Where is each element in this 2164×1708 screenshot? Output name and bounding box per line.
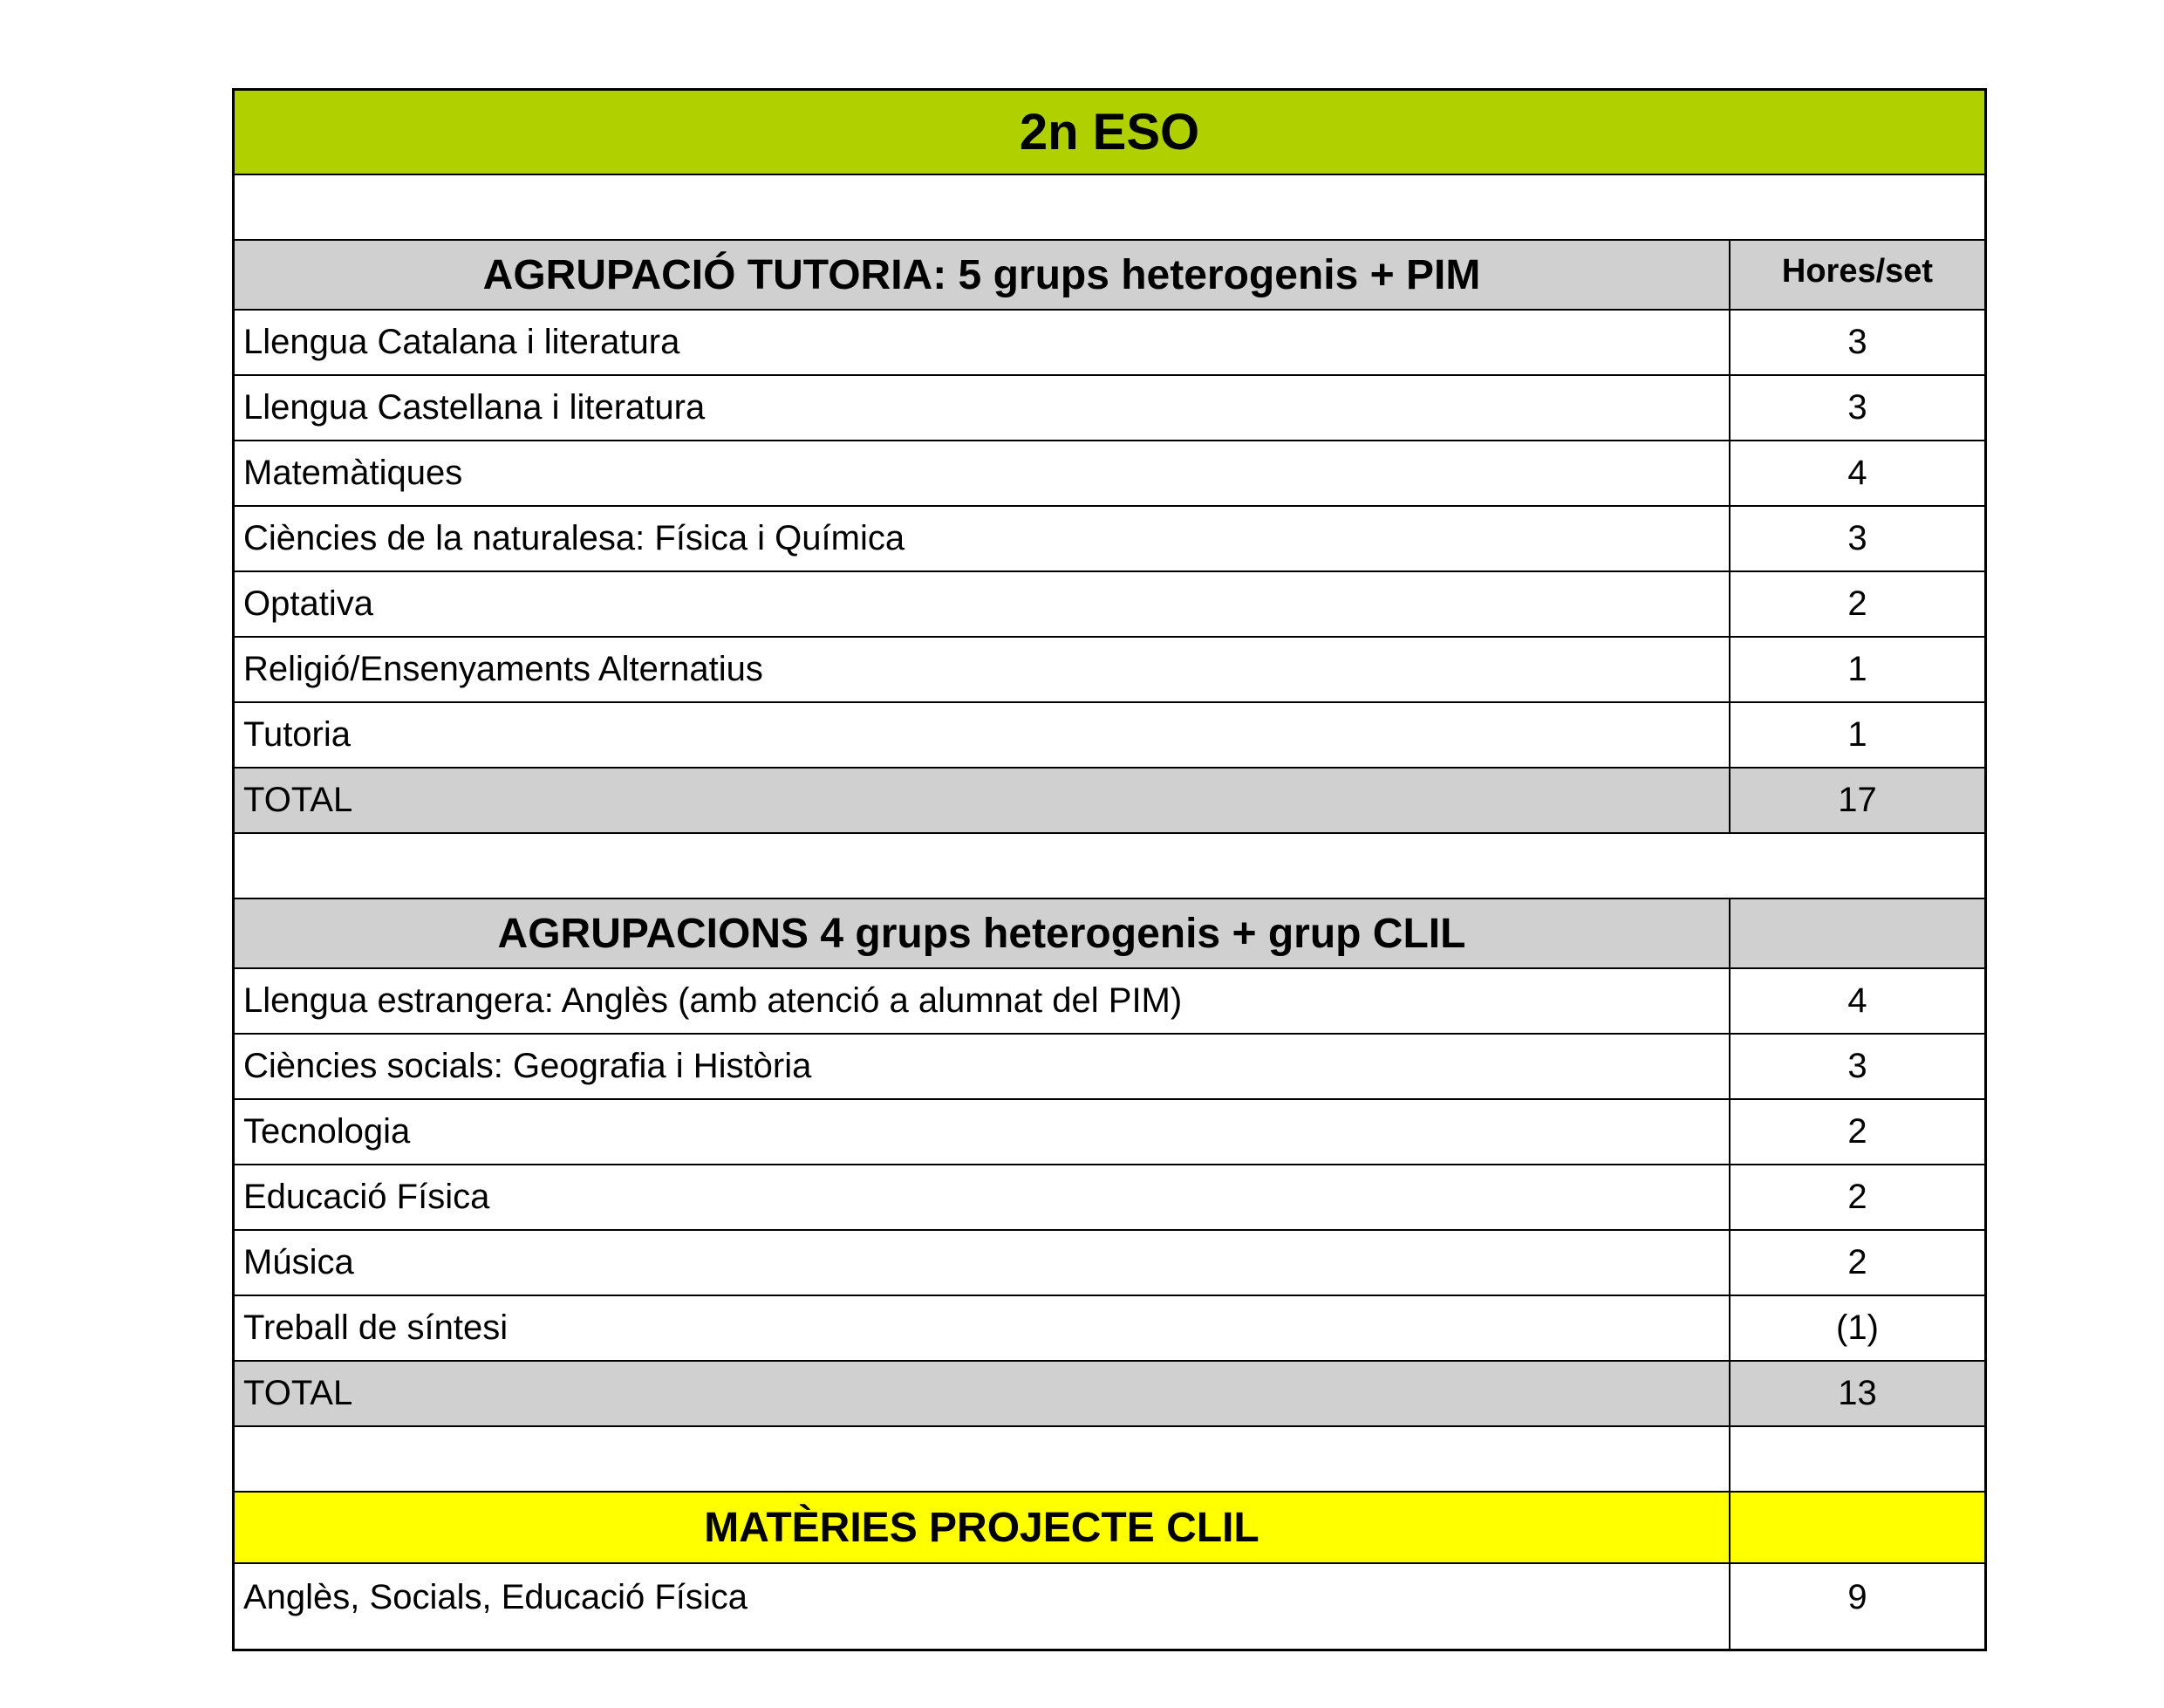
section1-header-row xyxy=(235,241,1984,311)
table-row xyxy=(235,507,1984,572)
hours-cell: 2 xyxy=(1847,1112,1867,1151)
section2-total-row xyxy=(235,1362,1984,1427)
table-row xyxy=(235,1035,1984,1100)
hours-cell: 3 xyxy=(1847,1047,1867,1085)
hours-cell: 9 xyxy=(1847,1578,1867,1616)
subject-cell: Música xyxy=(235,1231,1731,1295)
hours-header-empty xyxy=(1731,1493,1984,1562)
table-row xyxy=(235,703,1984,769)
total-value: 17 xyxy=(1838,781,1877,819)
subject-cell: Llengua Castellana i literatura xyxy=(235,376,1731,440)
total-label: TOTAL xyxy=(235,769,1731,832)
hours-header: Hores/set xyxy=(1781,253,1934,290)
blank-cell xyxy=(235,1427,1731,1491)
blank-cell xyxy=(235,175,1984,239)
subject-cell: Ciències de la naturalesa: Física i Química xyxy=(235,507,1731,570)
section3-header: MATÈRIES PROJECTE CLIL xyxy=(235,1493,1731,1562)
blank-row xyxy=(235,834,1984,899)
hours-header-empty xyxy=(1731,899,1984,967)
table-row xyxy=(235,311,1984,376)
table-row xyxy=(235,1231,1984,1296)
table-row xyxy=(235,1100,1984,1165)
hours-cell: (1) xyxy=(1836,1308,1879,1347)
subject-cell: Anglès, Socials, Educació Física xyxy=(235,1564,1731,1649)
hours-cell: 2 xyxy=(1847,584,1867,623)
table-row xyxy=(235,441,1984,507)
subject-cell: Treball de síntesi xyxy=(235,1296,1731,1360)
subject-cell: Tecnologia xyxy=(235,1100,1731,1164)
title-row xyxy=(235,91,1984,175)
table-row xyxy=(235,376,1984,441)
subject-cell: Llengua estrangera: Anglès (amb atenció a alumnat del PIM) xyxy=(235,969,1731,1033)
subject-cell: Tutoria xyxy=(235,703,1731,767)
hours-cell: 3 xyxy=(1847,323,1867,361)
blank-row xyxy=(235,1427,1984,1493)
hours-cell: 4 xyxy=(1847,981,1867,1020)
section2-header: AGRUPACIONS 4 grups heterogenis + grup CLIL xyxy=(235,899,1731,967)
table-row xyxy=(235,1296,1984,1362)
section3-header-row xyxy=(235,1493,1984,1564)
hours-cell: 4 xyxy=(1847,454,1867,492)
section1-header: AGRUPACIÓ TUTORIA: 5 grups heterogenis + PIM xyxy=(235,241,1731,309)
hours-cell: 2 xyxy=(1847,1178,1867,1216)
blank-cell xyxy=(1731,1427,1984,1491)
subject-cell: Educació Física xyxy=(235,1165,1731,1229)
table-row xyxy=(235,969,1984,1035)
table-row xyxy=(235,1564,1984,1649)
hours-cell: 3 xyxy=(1847,519,1867,557)
total-label: TOTAL xyxy=(235,1362,1731,1425)
table-title: 2n ESO xyxy=(1019,104,1200,161)
subject-cell: Llengua Catalana i literatura xyxy=(235,311,1731,374)
table-row xyxy=(235,572,1984,638)
subject-cell: Optativa xyxy=(235,572,1731,636)
hours-cell: 2 xyxy=(1847,1243,1867,1281)
hours-cell: 1 xyxy=(1847,650,1867,688)
hours-cell: 1 xyxy=(1847,715,1867,754)
table-row xyxy=(235,638,1984,703)
subject-cell: Religió/Ensenyaments Alternatius xyxy=(235,638,1731,701)
section2-header-row xyxy=(235,899,1984,969)
table-row xyxy=(235,1165,1984,1231)
subject-cell: Ciències socials: Geografia i Història xyxy=(235,1035,1731,1098)
section1-total-row xyxy=(235,769,1984,834)
hours-table xyxy=(232,88,1987,1651)
blank-cell xyxy=(235,834,1984,898)
blank-row xyxy=(235,175,1984,241)
total-value: 13 xyxy=(1838,1374,1877,1412)
hours-cell: 3 xyxy=(1847,388,1867,427)
subject-cell: Matemàtiques xyxy=(235,441,1731,505)
